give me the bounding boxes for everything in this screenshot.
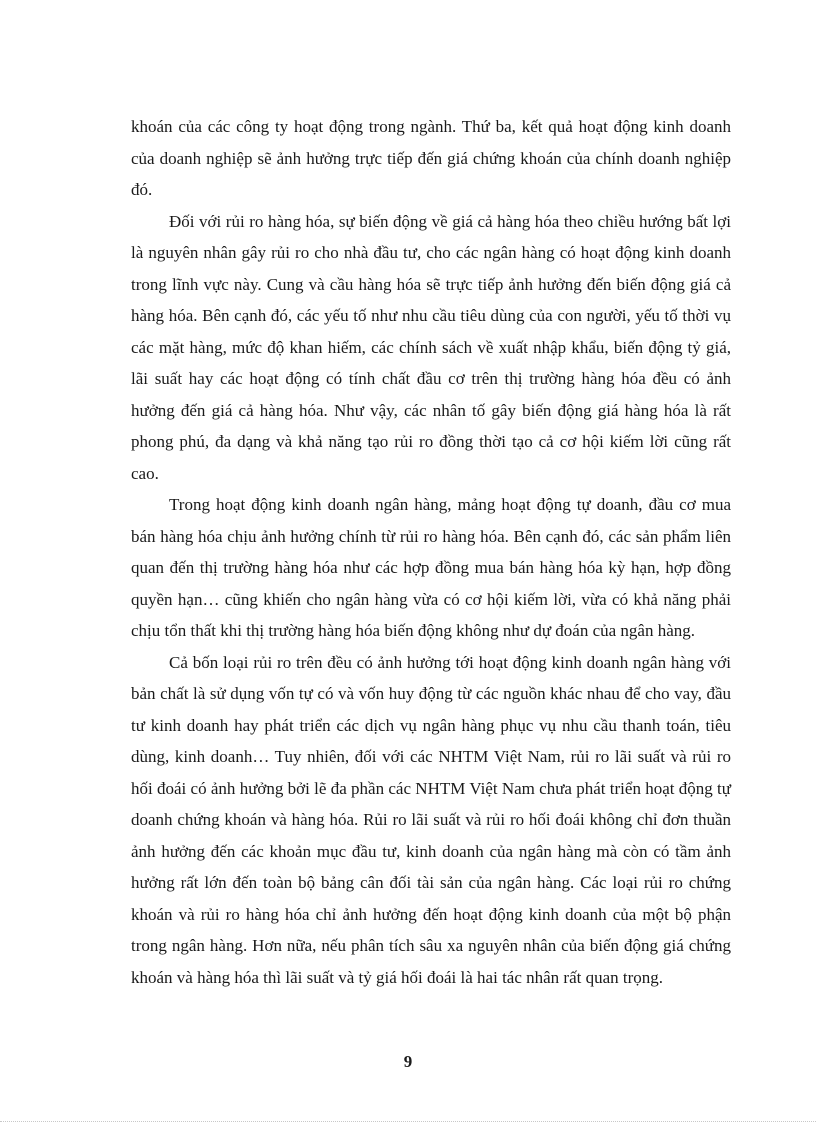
page-bottom-divider	[0, 1121, 816, 1122]
body-text	[131, 111, 731, 993]
paragraph-bank-trading: Trong hoạt động kinh doanh ngân hàng, mảng hoạt động tự doanh, đầu cơ mua bán hàng hóa chịu ảnh hưởng chính từ rủi ro hàng hóa. Bên cạnh đó, các sản phẩm liên quan đến thị trường hàng hóa như các hợp đồng mua bán hàng hóa kỳ hạn, hợp đồng quyền hạn… cũng khiến cho ngân hàng vừa có cơ hội kiếm lời, vừa có khả năng phải chịu tổn thất khi thị trường hàng hóa biến động không như dự đoán của ngân hàng.	[131, 495, 731, 640]
paragraph-continuation: khoán của các công ty hoạt động trong ngành. Thứ ba, kết quả hoạt động kinh doanh của doanh nghiệp sẽ ảnh hưởng trực tiếp đến giá chứng khoán của chính doanh nghiệp đó.	[131, 117, 731, 199]
paragraph-commodity-risk: Đối với rủi ro hàng hóa, sự biến động về giá cả hàng hóa theo chiều hướng bất lợi là nguyên nhân gây rủi ro cho nhà đầu tư, cho các ngân hàng có hoạt động kinh doanh trong lĩnh vực này. Cung và cầu hàng hóa sẽ trực tiếp ảnh hưởng đến biến động giá cả hàng hóa. Bên cạnh đó, các yếu tố như nhu cầu tiêu dùng của con người, yếu tố thời vụ các mặt hàng, mức độ khan hiếm, các chính sách về xuất nhập khẩu, biến động tỷ giá, lãi suất hay các hoạt động có tính chất đầu cơ trên thị trường hàng hóa đều có ảnh hưởng đến giá cả hàng hóa. Như vậy, các nhân tố gây biến động giá hàng hóa là rất phong phú, đa dạng và khả năng tạo rủi ro đồng thời tạo cả cơ hội kiếm lời cũng rất cao.	[131, 211, 731, 483]
page-number: 9	[403, 1052, 413, 1071]
paragraph-four-risks: Cả bốn loại rủi ro trên đều có ảnh hưởng tới hoạt động kinh doanh ngân hàng với bản chất là sử dụng vốn tự có và vốn huy động từ các nguồn khác nhau để cho vay, đầu tư kinh doanh hay phát triển các dịch vụ ngân hàng phục vụ nhu cầu thanh toán, tiêu dùng, kinh doanh… Tuy nhiên, đối với các NHTM Việt Nam, rủi ro lãi suất và rủi ro hối đoái có ảnh hưởng bởi lẽ đa phần các NHTM Việt Nam chưa phát triển hoạt động tự doanh chứng khoán và hàng hóa. Rủi ro lãi suất và rủi ro hối đoái không chỉ đơn thuần ảnh hưởng đến các khoản mục đầu tư, kinh doanh của ngân hàng mà còn có tầm ảnh hưởng rất lớn đến toàn bộ bảng cân đối tài sản của ngân hàng. Các loại rủi ro chứng khoán và rủi ro hàng hóa chỉ ảnh hưởng đến hoạt động kinh doanh của một bộ phận trong ngân hàng. Hơn nữa, nếu phân tích sâu xa nguyên nhân của biến động giá chứng khoán và hàng hóa thì lãi suất và tỷ giá hối đoái là hai tác nhân rất quan trọng.	[131, 652, 731, 987]
